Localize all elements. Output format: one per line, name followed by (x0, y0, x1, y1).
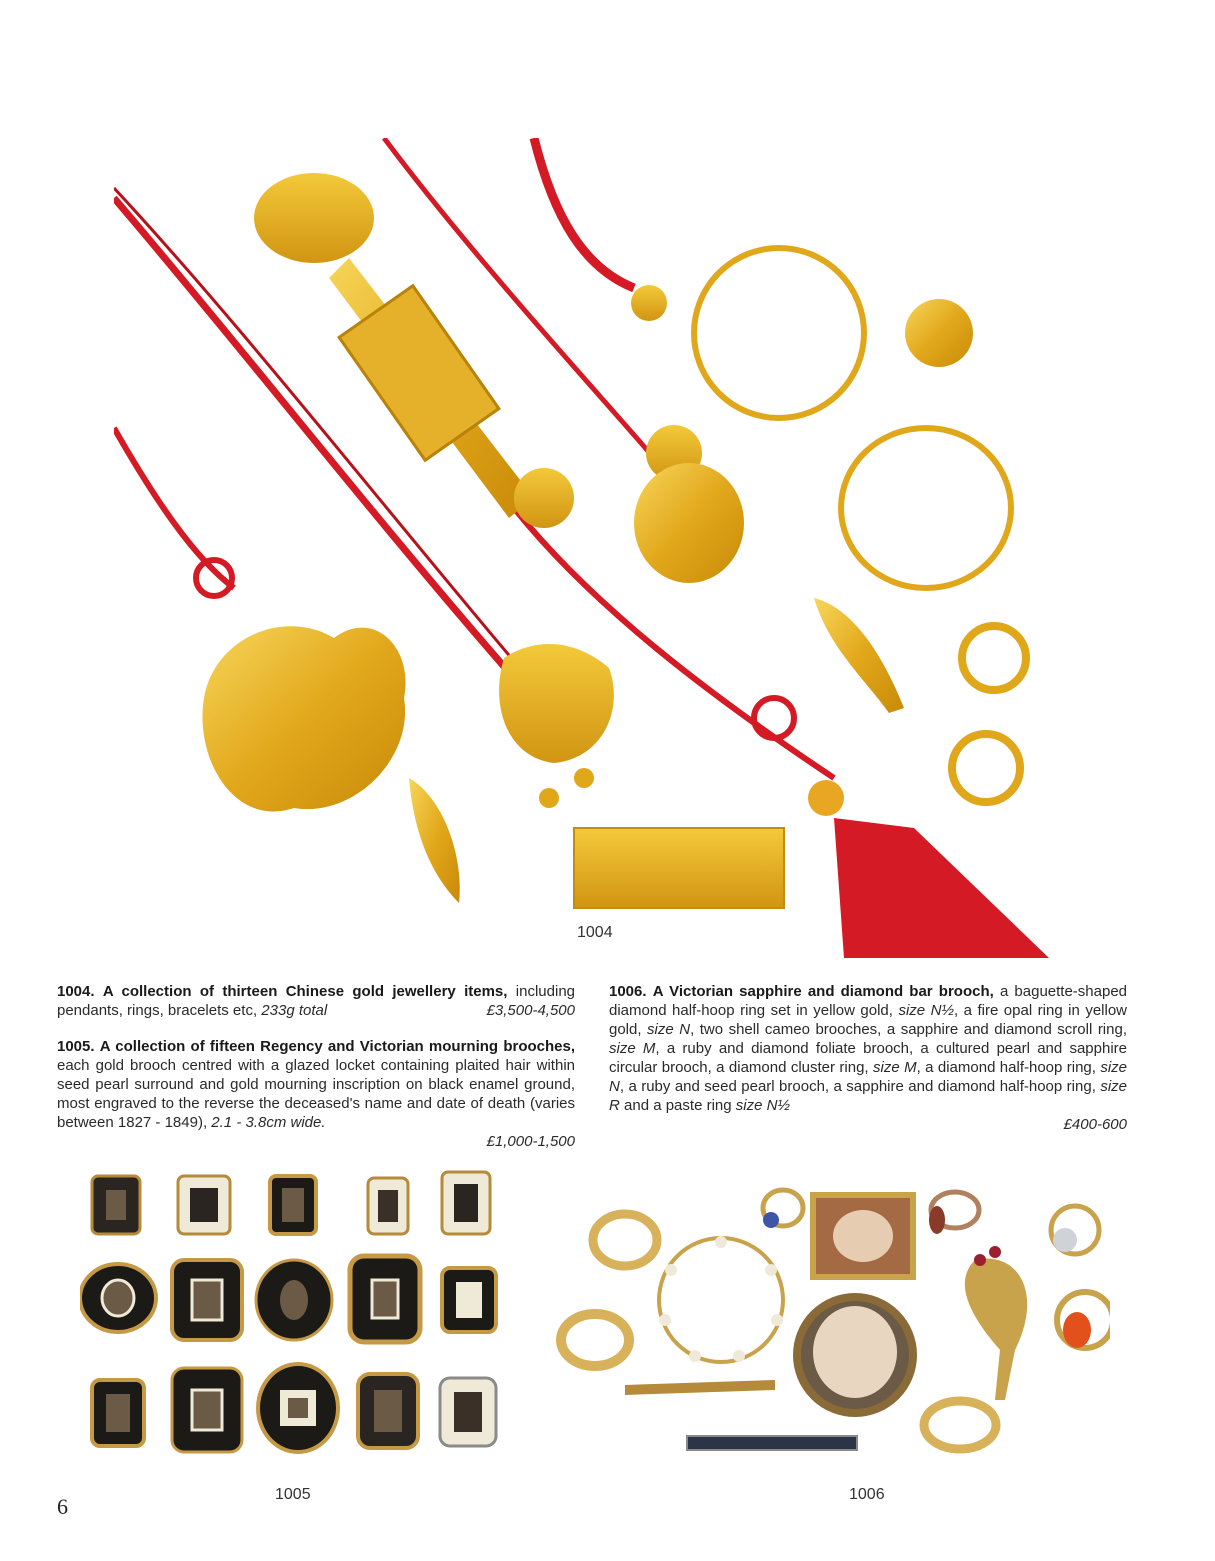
lot-desc-part: , a ruby and seed pearl brooch, a sapphire and diamond half-hoop ring, (619, 1078, 1096, 1095)
ring-size: size M (609, 1040, 656, 1057)
lot-size: 2.1 - 3.8cm wide. (211, 1114, 326, 1131)
brooch (358, 1374, 418, 1448)
ring-size: size R (609, 1078, 1127, 1114)
lot-desc-part: , a fire opal ring in yellow gold, (609, 1002, 1127, 1038)
brooch (80, 1264, 156, 1332)
brooch (172, 1368, 242, 1452)
lot-1005-description (57, 1037, 575, 1151)
brooch (368, 1178, 408, 1234)
lot-number: 1006. (609, 983, 647, 1000)
brooch (172, 1260, 242, 1340)
brooch (178, 1176, 230, 1234)
lot-desc: each gold brooch centred with a glazed locket containing plaited hair within seed pearl surround and gold mourning inscription on black enamel ground, most engraved to the reverse the deceased's name and date of death (varies between 1827 - 1849), (57, 1057, 575, 1131)
lot-desc-part: , a diamond half-hoop ring, (916, 1059, 1096, 1076)
ring-size: size N (609, 1059, 1128, 1095)
brooch (258, 1364, 338, 1452)
brooch (256, 1260, 332, 1340)
brooch (440, 1378, 496, 1446)
ring-size: size M (873, 1059, 917, 1076)
lot-title: A Victorian sapphire and diamond bar brooch, (652, 983, 994, 1000)
lot-title: A collection of thirteen Chinese gold jewellery items, (102, 983, 508, 1000)
brooch (92, 1380, 144, 1446)
ring-size: size N½ (735, 1097, 790, 1114)
brooch (442, 1172, 490, 1234)
caption-1005: 1005 (275, 1486, 311, 1503)
ring-size: size N½ (898, 1002, 954, 1019)
lot-1006-description (609, 982, 1127, 1134)
lot-1004-illustration (114, 138, 1049, 958)
photo-lot-1006 (555, 1180, 1110, 1470)
lot-1004-description (57, 982, 575, 1020)
lot-estimate: £3,500-4,500 (486, 1002, 575, 1019)
ring-size: size N (647, 1021, 691, 1038)
lot-desc-part: and a paste ring (624, 1097, 732, 1114)
lot-1005-illustration (80, 1168, 500, 1468)
brooch (92, 1176, 140, 1234)
lot-estimate: £1,000-1,500 (486, 1133, 575, 1150)
page-number: 6 (57, 1494, 68, 1519)
lot-desc: including pendants, rings, bracelets etc, (57, 983, 576, 1019)
lot-desc-part: , two shell cameo brooches, a sapphire and diamond scroll ring, (690, 1021, 1127, 1038)
caption-1004: 1004 (577, 924, 613, 941)
photo-lot-1004 (114, 138, 1049, 958)
lot-desc-part: a baguette-shaped diamond half-hoop ring set in yellow gold, (609, 983, 1128, 1019)
brooch (270, 1176, 316, 1234)
caption-1006: 1006 (849, 1486, 885, 1503)
brooch (350, 1256, 420, 1342)
brooch (442, 1268, 496, 1332)
lot-estimate: £400-600 (1063, 1116, 1127, 1133)
photo-lot-1005 (80, 1168, 500, 1468)
lot-1006-illustration (555, 1180, 1110, 1470)
lot-number: 1005. (57, 1038, 95, 1055)
lot-number: 1004. (57, 983, 95, 1000)
lot-desc-part: , a ruby and diamond foliate brooch, a cultured pearl and sapphire circular brooch, a diamond cluster ring, (609, 1040, 1127, 1076)
lot-weight: 233g total (261, 1002, 328, 1019)
lot-title: A collection of fifteen Regency and Victorian mourning brooches, (99, 1038, 575, 1055)
